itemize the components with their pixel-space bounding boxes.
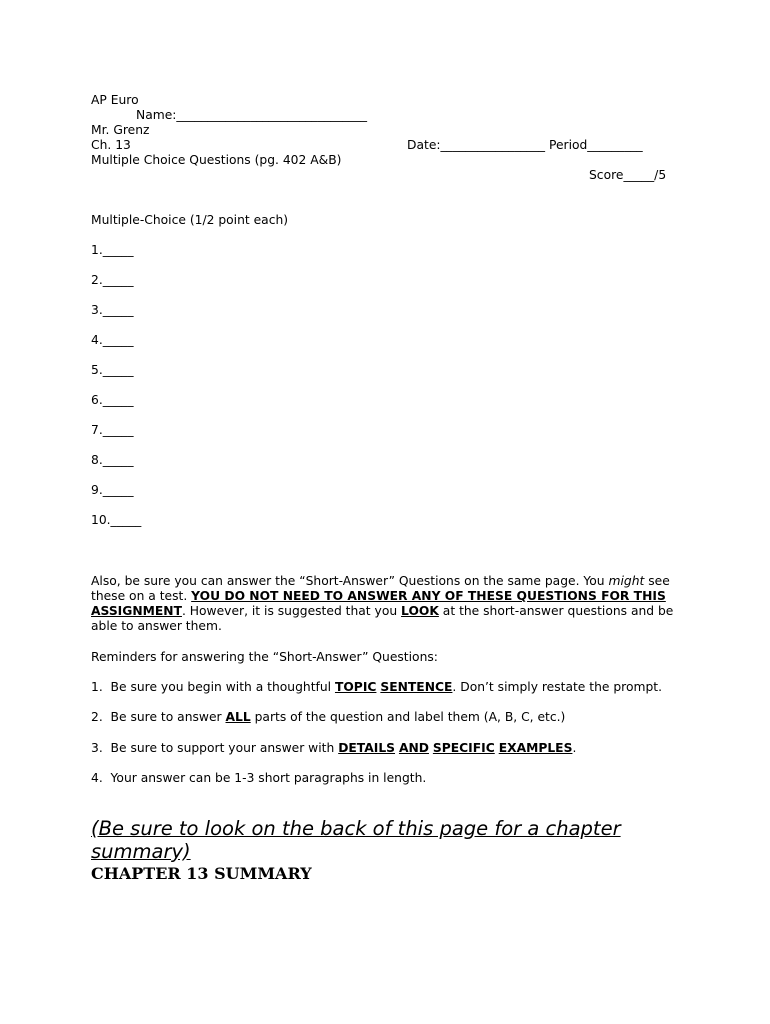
reminder-item: [91, 741, 576, 756]
reminder-text: 1. Be sure you begin with a thoughtful: [91, 680, 335, 694]
answer-blank-1[interactable]: 1._____: [91, 243, 134, 257]
reminder-keyword: DETAILS: [338, 741, 396, 755]
answer-blank-7[interactable]: 7._____: [91, 423, 134, 437]
answer-blank-4[interactable]: 4._____: [91, 333, 134, 347]
instructions-text: at the short-answer questions and be able to answer them.: [91, 604, 674, 633]
instructions-text: see these on a test.: [91, 574, 670, 603]
back-page-note: (Be sure to look on the back of this page for a chapter summary): [91, 817, 621, 863]
reminder-item: 4. Your answer can be 1-3 short paragraphs in length.: [91, 771, 427, 785]
answer-blank-3[interactable]: 3._____: [91, 303, 134, 317]
reminder-text: . Don’t simply restate the prompt.: [452, 680, 663, 694]
instructions-paragraph: [91, 574, 681, 634]
reminders-title: Reminders for answering the “Short-Answer” Questions:: [91, 650, 438, 664]
reminder-keyword: AND: [398, 741, 429, 755]
chapter-label: Ch. 13: [91, 138, 131, 152]
assignment-title: Multiple Choice Questions (pg. 402 A&B): [91, 153, 342, 167]
instructions-emphasis: might: [608, 574, 645, 588]
reminder-text: .: [572, 741, 577, 755]
date-period-field[interactable]: Date:_________________ Period_________: [407, 138, 643, 152]
answer-blank-9[interactable]: 9._____: [91, 483, 134, 497]
reminder-text: 3. Be sure to support your answer with: [91, 741, 339, 755]
mc-section-title: Multiple-Choice (1/2 point each): [91, 213, 289, 227]
answer-blank-6[interactable]: 6._____: [91, 393, 134, 407]
course-label: AP Euro: [91, 93, 139, 107]
reminder-keyword: ALL: [225, 710, 251, 724]
reminder-text: 2. Be sure to answer: [91, 710, 226, 724]
reminder-keyword: SPECIFIC: [432, 741, 495, 755]
answer-blank-2[interactable]: 2._____: [91, 273, 134, 287]
instructions-emphasis: LOOK: [401, 604, 439, 618]
reminder-keyword: SENTENCE: [380, 680, 453, 694]
summary-heading: CHAPTER 13 SUMMARY: [91, 864, 312, 883]
reminder-text: parts of the question and label them (A, B, C, etc.): [250, 710, 566, 724]
instructions-warning: YOU DO NOT NEED TO ANSWER ANY OF THESE QUESTIONS FOR THIS ASSIGNMENT: [91, 589, 666, 618]
reminder-item: [91, 710, 565, 725]
reminder-item: [91, 680, 662, 695]
answer-blank-10[interactable]: 10._____: [91, 513, 142, 527]
score-field: Score_____/5: [589, 168, 667, 182]
teacher-label: Mr. Grenz: [91, 123, 150, 137]
answer-blank-5[interactable]: 5._____: [91, 363, 134, 377]
name-field[interactable]: Name:_______________________________: [136, 108, 368, 122]
instructions-text: . However, it is suggested that you: [181, 604, 402, 618]
reminder-keyword: TOPIC: [334, 680, 377, 694]
reminder-keyword: EXAMPLES: [498, 741, 573, 755]
answer-blank-8[interactable]: 8._____: [91, 453, 134, 467]
instructions-text: Also, be sure you can answer the “Short-Answer” Questions on the same page. You: [91, 574, 609, 588]
